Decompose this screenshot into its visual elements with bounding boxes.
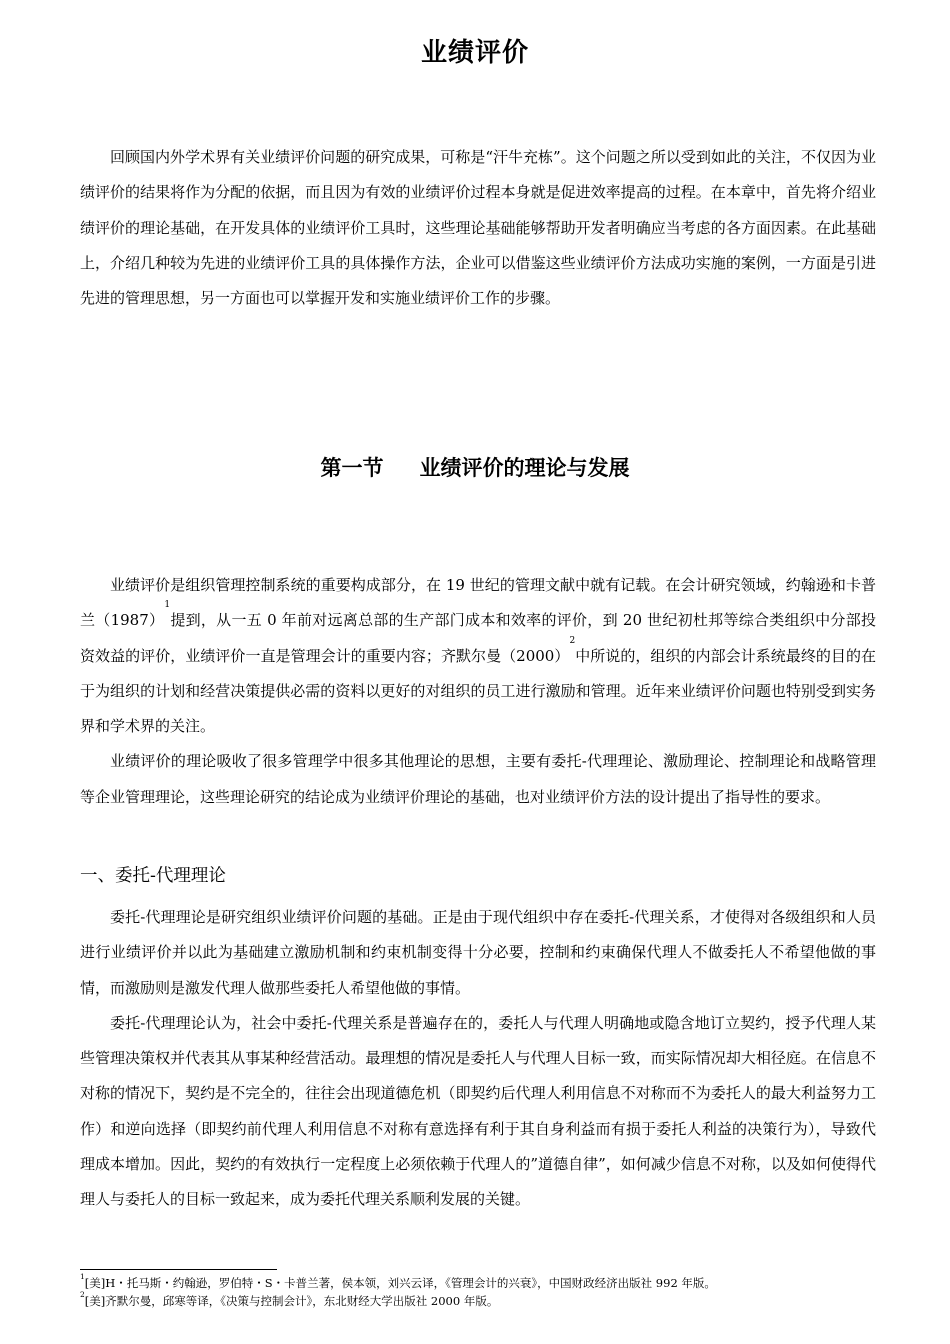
- subsection-heading: 一、委托-代理理论: [80, 866, 226, 886]
- footnote-separator: [80, 1269, 277, 1270]
- section-title-text: 业绩评价的理论与发展: [419, 456, 630, 480]
- footnote-text: [美]H・托马斯・约翰逊，罗伯特・S・卡普兰著，侯本领，刘兴云译，《管理会计的兴衰》，中国财政经济出版社 992 年版。: [84, 1276, 716, 1290]
- footnote-ref-2: 2: [569, 635, 576, 646]
- footnote-1: [80, 1274, 880, 1292]
- intro-paragraph: 回顾国内外学术界有关业绩评价问题的研究成果，可称是“汗牛充栋”。这个问题之所以受到如此的关注，不仅因为业绩评价的结果将作为分配的依据，而且因为有效的业绩评价过程本身就是促进效率提高的过程。在本章中，首先将介绍业绩评价的理论基础，在开发具体的业绩评价工具时，这些理论基础能够帮助开发者明确应当考虑的各方面因素。在此基础上，介绍几种较为先进的业绩评价工具的具体操作方法，企业可以借鉴这些业绩评价方法成功实施的案例，一方面是引进先进的管理思想，另一方面也可以掌握开发和实施业绩评价工作的步骤。: [80, 148, 876, 308]
- footnote-mark: 1: [80, 1272, 85, 1281]
- section-paragraph-2: 业绩评价的理论吸收了很多管理学中很多其他理论的思想，主要有委托-代理理论、激励理论、控制理论和战略管理等企业管理理论，这些理论研究的结论成为业绩评价理论的基础，也对业绩评价方法的设计提出了指导性的要求。: [80, 752, 876, 806]
- intro-section: [80, 140, 876, 316]
- footnote-2: [80, 1292, 880, 1310]
- footnotes: [80, 1274, 880, 1310]
- paragraph-text: 提到，从一五 0 年前对远离总部的生产部门成本和效率的评价，到 20 世纪初杜邦等综合类组织中分部投资效益的评价，业绩评价一直是管理会计的重要内容；齐默尔曼（2000）: [80, 611, 876, 665]
- paragraph-text: 业绩评价是组织管理控制系统的重要构成部分，在 19 世纪的管理文献中就有记载。在会计研究领域，约翰逊和卡普兰（1987）: [80, 576, 876, 630]
- page-title: 业绩评价: [420, 38, 529, 68]
- footnote-ref-1: 1: [164, 600, 171, 611]
- section-number: 第一节: [320, 456, 384, 480]
- section-paragraph-1: [80, 568, 876, 744]
- section-heading: [0, 452, 950, 482]
- subsection-paragraph-2: 委托-代理理论认为，社会中委托-代理关系是普遍存在的，委托人与代理人明确地或隐含地订立契约，授予代理人某些管理决策权并代表其从事某种经营活动。最理想的情况是委托人与代理人目标一致，而实际情况却大相径庭。在信息不对称的情况下，契约是不完全的，往往会出现道德危机（即契约后代理人利用信息不对称而不为委托人的最大利益努力工作）和逆向选择（即契约前代理人利用信息不对称有意选择有利于其自身利益而有损于委托人利益的决策行为），导致代理成本增加。因此，契约的有效执行一定程度上必须依赖于代理人的”道德自律”，如何减少信息不对称，以及如何使得代理人与委托人的目标一致起来，成为委托代理关系顺利发展的关键。: [80, 1013, 876, 1209]
- subsection-paragraph-1: 委托-代理理论是研究组织业绩评价问题的基础。正是由于现代组织中存在委托-代理关系，才使得对各级组织和人员进行业绩评价并以此为基础建立激励机制和约束机制变得十分必要，控制和约束确保代理人不做委托人不希望他做的事情，而激励则是激发代理人做那些委托人希望他做的事情。: [80, 908, 876, 997]
- footnote-mark: 2: [80, 1290, 85, 1299]
- section-body: [80, 568, 876, 815]
- footnote-text: [美]齐默尔曼，邱寒等译，《决策与控制会计》，东北财经大学出版社 2000 年版。: [84, 1294, 499, 1308]
- subsection-body: [80, 900, 876, 1218]
- paragraph-text: 中所说的，组织的内部会计系统最终的目的在于为组织的计划和经营决策提供必需的资料以更好的对组织的员工进行激励和管理。近年来业绩评价问题也特别受到实务界和学术界的关注。: [80, 646, 876, 736]
